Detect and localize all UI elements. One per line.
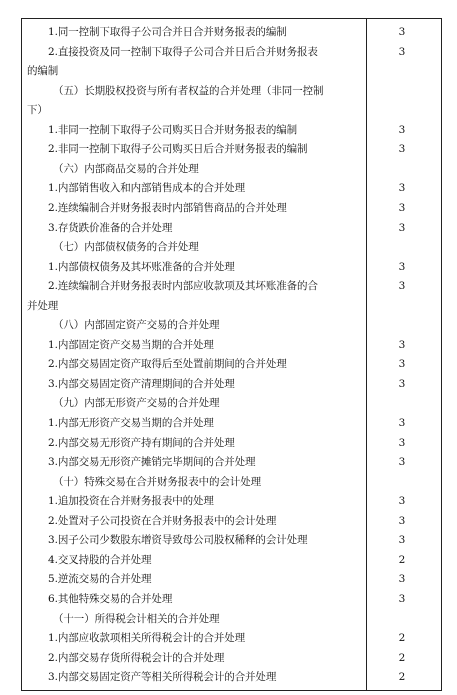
row-text: 下）: [27, 104, 48, 117]
level-value: 3: [398, 377, 406, 390]
level-value: 3: [398, 436, 406, 449]
row-text: 的编制: [27, 65, 59, 78]
level-value: 3: [398, 182, 406, 195]
row-text: 3.内部交易固定资产清理期间的合并处理: [48, 377, 235, 390]
row-text: 2.连续编制合并财务报表时内部应收款项及其坏账准备的合: [48, 280, 318, 293]
row-text: 1.内部应收款项相关所得税会计的合并处理: [48, 632, 246, 645]
row-text: （八）内部固定资产交易的合并处理: [53, 319, 220, 332]
level-value: 3: [398, 456, 406, 469]
level-value: 2: [398, 671, 406, 684]
level-value: 2: [398, 632, 406, 645]
level-value: 3: [398, 123, 406, 136]
row-text: （十一）所得税会计相关的合并处理: [53, 612, 220, 625]
row-text: 2.处置对子公司投资在合并财务报表中的会计处理: [48, 514, 277, 527]
row-text: 1.内部无形资产交易当期的合并处理: [48, 417, 214, 429]
row-text: 4.交叉持股的合并处理: [48, 553, 152, 566]
level-value: 3: [398, 417, 406, 429]
level-value: 3: [398, 280, 406, 293]
syllabus-table: [21, 18, 442, 691]
row-text: 3.内部交易固定资产等相关所得税会计的合并处理: [48, 671, 277, 684]
row-text: 2.连续编制合并财务报表时内部销售商品的合并处理: [48, 201, 287, 214]
row-text: 2.内部交易固定资产取得后至处置前期间的合并处理: [48, 358, 287, 371]
level-value: 3: [398, 143, 406, 156]
level-value: 3: [398, 534, 406, 547]
row-text: 并处理: [27, 299, 59, 312]
row-text: （九）内部无形资产交易的合并处理: [53, 397, 220, 410]
level-value: 2: [398, 651, 406, 664]
level-value: 3: [398, 495, 406, 508]
row-text: 1.非同一控制下取得子公司购买日合并财务报表的编制: [48, 123, 298, 136]
row-text: 2.非同一控制下取得子公司购买日后合并财务报表的编制: [48, 143, 308, 156]
level-value: 3: [398, 45, 406, 58]
level-value: 3: [398, 201, 406, 214]
level-value: 2: [398, 553, 406, 566]
row-text: （十）特殊交易在合并财务报表中的会计处理: [53, 475, 261, 488]
level-value: 3: [398, 573, 406, 586]
level-value: 3: [398, 260, 406, 273]
row-text: 2.直接投资及同一控制下取得子公司合并日后合并财务报表: [48, 45, 318, 58]
column-divider: [366, 18, 367, 691]
row-text: 3.因子公司少数股东增资导致母公司股权稀释的会计处理: [48, 534, 308, 547]
row-text: 6.其他特殊交易的合并处理: [48, 592, 173, 605]
row-text: 3.存货跌价准备的合并处理: [48, 221, 173, 234]
row-text: 1.同一控制下取得子公司合并日合并财务报表的编制: [48, 26, 287, 38]
row-text: 5.逆流交易的合并处理: [48, 573, 152, 586]
row-text: （六）内部商品交易的合并处理: [53, 162, 199, 175]
row-text: 1.追加投资在合并财务报表中的处理: [48, 495, 214, 508]
level-value: 3: [398, 514, 406, 527]
row-text: （七）内部债权债务的合并处理: [53, 241, 199, 254]
level-value: 3: [398, 221, 406, 234]
level-value: 3: [398, 26, 406, 38]
row-text: （五）长期股权投资与所有者权益的合并处理（非同一控制: [53, 84, 324, 97]
row-text: 1.内部债权债务及其坏账准备的合并处理: [48, 260, 235, 273]
level-value: 3: [398, 338, 406, 351]
row-text: 2.内部交易存货所得税会计的合并处理: [48, 651, 225, 664]
row-text: 1.内部固定资产交易当期的合并处理: [48, 338, 214, 351]
row-text: 3.内部交易无形资产摊销完毕期间的合并处理: [48, 456, 256, 469]
row-text: 2.内部交易无形资产持有期间的合并处理: [48, 436, 235, 449]
row-text: 1.内部销售收入和内部销售成本的合并处理: [48, 182, 246, 195]
level-value: 3: [398, 358, 406, 371]
level-value: 3: [398, 592, 406, 605]
